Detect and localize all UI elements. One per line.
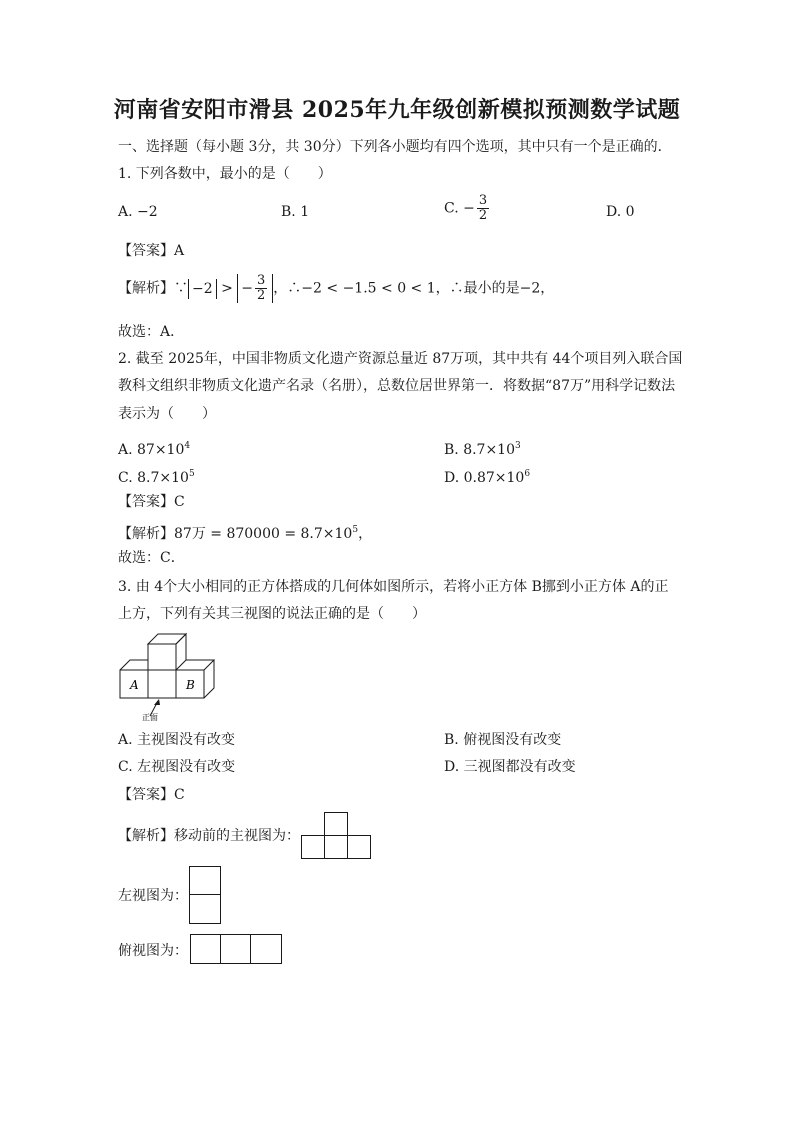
q1-explanation <box>118 274 554 303</box>
exp-exponent: 5 <box>352 525 359 535</box>
q1-option-c <box>444 194 491 223</box>
q1-conclusion: 故选：A． <box>118 324 185 340</box>
top-cube-side <box>176 634 186 670</box>
label-b: B <box>186 678 195 692</box>
q1-option-a: A. −2 <box>118 204 158 220</box>
option-exponent: 3 <box>515 441 521 451</box>
label-a: A <box>130 678 139 692</box>
front-arrow-head <box>154 699 160 705</box>
exp-head: 【解析】∵ <box>118 280 188 297</box>
q3-line-1: 3. 由 4个大小相同的正方体搭成的几何体如图所示，若将小正方体 B挪到小正方体 A的正 <box>118 579 669 595</box>
abs-value-1: −2 <box>188 279 217 299</box>
q2-line-2: 教科文组织非物质文化遗产名录（名册），总数位居世界第一．将数据“87万”用科学记数法 <box>118 378 676 394</box>
q1-option-c-prefix: C. − <box>444 200 475 217</box>
cube-a-top <box>120 660 148 670</box>
abs-value-2 <box>237 274 273 303</box>
top-cube-front <box>148 644 176 670</box>
q3-exp-front-label: 【解析】移动前的主视图为： <box>118 828 300 844</box>
exp-base: 【解析】87万 = 870000 = 8.7×10 <box>118 526 353 542</box>
q3-option-c: C. 左视图没有改变 <box>118 759 236 775</box>
section-heading: 一、选择题（每小题 3分，共 30分）下列各小题均有四个选项，其中只有一个是正确的． <box>118 139 672 155</box>
q2-option-d <box>444 464 530 488</box>
option-base: D. 0.87×10 <box>444 470 525 486</box>
fraction-numerator: 3 <box>257 273 266 288</box>
top-view-diagram <box>188 933 284 965</box>
left-view-diagram <box>188 866 222 926</box>
q3-option-d: D. 三视图都没有改变 <box>444 759 576 775</box>
q3-option-a: A. 主视图没有改变 <box>118 732 236 748</box>
option-exponent: 6 <box>524 469 531 479</box>
option-base: B. 8.7×10 <box>444 442 515 458</box>
option-base: A. 87×10 <box>118 442 185 458</box>
fraction-denominator: 2 <box>257 288 266 303</box>
abs-fraction <box>255 274 267 303</box>
option-base: C. 8.7×10 <box>118 470 189 486</box>
option-exponent: 4 <box>184 441 191 451</box>
option-exponent: 5 <box>188 469 195 479</box>
q1-option-d: D. 0 <box>606 204 635 220</box>
q2-option-b <box>444 436 521 460</box>
gt-sign: > <box>216 280 238 297</box>
front-view-diagram <box>300 812 374 860</box>
q1-option-c-fraction <box>477 194 489 223</box>
q3-line-2: 上方，下列有关其三视图的说法正确的是（ ） <box>118 606 426 622</box>
q2-conclusion: 故选：C． <box>118 550 185 566</box>
fraction-numerator: 3 <box>478 193 488 208</box>
q1-option-b: B. 1 <box>281 204 310 220</box>
q1-stem: 1. 下列各数中，最小的是（ ） <box>118 166 332 182</box>
cube-figure <box>116 628 226 724</box>
q3-option-b: B. 俯视图没有改变 <box>444 732 562 748</box>
q3-exp-left-label: 左视图为： <box>118 888 188 904</box>
page-title: 河南省安阳市滑县 2025年九年级创新模拟预测数学试题 <box>113 97 681 123</box>
cube-b-top <box>186 660 214 670</box>
fraction-denominator: 2 <box>478 208 488 223</box>
front-label: 正面 <box>142 713 158 722</box>
abs-prefix: − <box>241 280 254 297</box>
q2-line-1: 2. 截至 2025年，中国非物质文化遗产资源总量近 87万项，其中共有 44个项目列入联合国 <box>118 351 683 367</box>
cube-middle-front <box>148 670 176 698</box>
exp-tail: ，∴−2 < −1.5 < 0 < 1，∴最小的是−2， <box>273 280 555 297</box>
q2-option-a <box>118 436 190 460</box>
q3-answer: 【答案】C <box>118 787 185 803</box>
q3-exp-top-label: 俯视图为： <box>118 943 188 959</box>
exp-end: ， <box>358 526 373 542</box>
q2-explanation <box>118 520 372 544</box>
q2-answer: 【答案】C <box>118 494 185 510</box>
q2-line-3: 表示为（ ） <box>118 406 216 422</box>
q1-answer: 【答案】A <box>118 243 185 259</box>
q2-option-c <box>118 464 195 488</box>
